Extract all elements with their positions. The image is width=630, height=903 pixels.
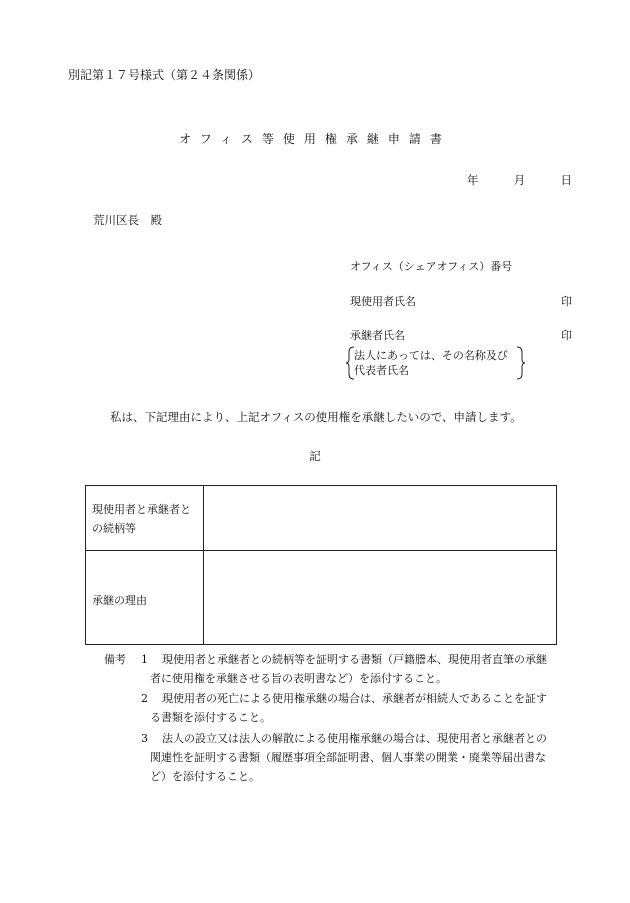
addressee: 荒川区長 殿 (93, 213, 162, 227)
note-number: 1 (141, 653, 148, 666)
seal-mark: 印 (561, 295, 572, 308)
note-number: 3 (141, 732, 148, 745)
relationship-label: 現使用者と承継者との続柄等 (92, 503, 191, 535)
note-line: 法人の設立又は法人の解散による使用権承継の場合は、現使用者と承継者との (162, 732, 547, 745)
notes-label: 備考 (104, 653, 126, 666)
successor-name-label: 承継者氏名 (350, 329, 405, 342)
form-number: 別記第１７号様式（第２４条関係） (68, 68, 261, 82)
note-line: 現使用者の死亡による使用権承継の場合は、承継者が相続人であることを証す (162, 692, 547, 705)
application-statement: 私は、下記理由により、上記オフィスの使用権を承継したいので、申請します。 (110, 410, 522, 424)
note-line: る書類を添付すること。 (150, 711, 271, 724)
corporation-note-line: 法人にあっては、その名称及び (354, 349, 508, 362)
info-table (85, 485, 557, 645)
note-line: ど）を添付すること。 (150, 770, 260, 783)
succession-reason-field[interactable] (210, 556, 550, 640)
table-divider (203, 486, 204, 644)
current-user-name-label: 現使用者氏名 (350, 295, 416, 308)
date-month: 月 (513, 173, 526, 187)
table-divider (86, 550, 556, 551)
date-day: 日 (560, 173, 572, 187)
corporation-note (345, 346, 527, 378)
office-number-label: オフィス（シェアオフィス）番号 (350, 260, 513, 273)
date-line (467, 172, 572, 188)
ki-heading: 記 (309, 449, 321, 463)
note-line: 者に使用権を承継させる旨の表明書など）を添付すること。 (150, 672, 447, 685)
date-year: 年 (466, 173, 479, 187)
succession-reason-label: 承継の理由 (92, 594, 147, 607)
document-title: オフィス等使用権承継申請書 (179, 132, 451, 146)
corporation-note-line: 代表者氏名 (354, 364, 409, 377)
note-number: 2 (141, 692, 148, 705)
relationship-field[interactable] (210, 492, 550, 544)
seal-mark: 印 (561, 329, 572, 342)
note-line: 関連性を証明する書類（履歴事項全部証明書、個人事業の開業・廃業等届出書な (150, 751, 546, 764)
note-line: 現使用者と承継者との続柄等を証明する書類（戸籍謄本、現使用者直筆の承継 (162, 653, 547, 666)
